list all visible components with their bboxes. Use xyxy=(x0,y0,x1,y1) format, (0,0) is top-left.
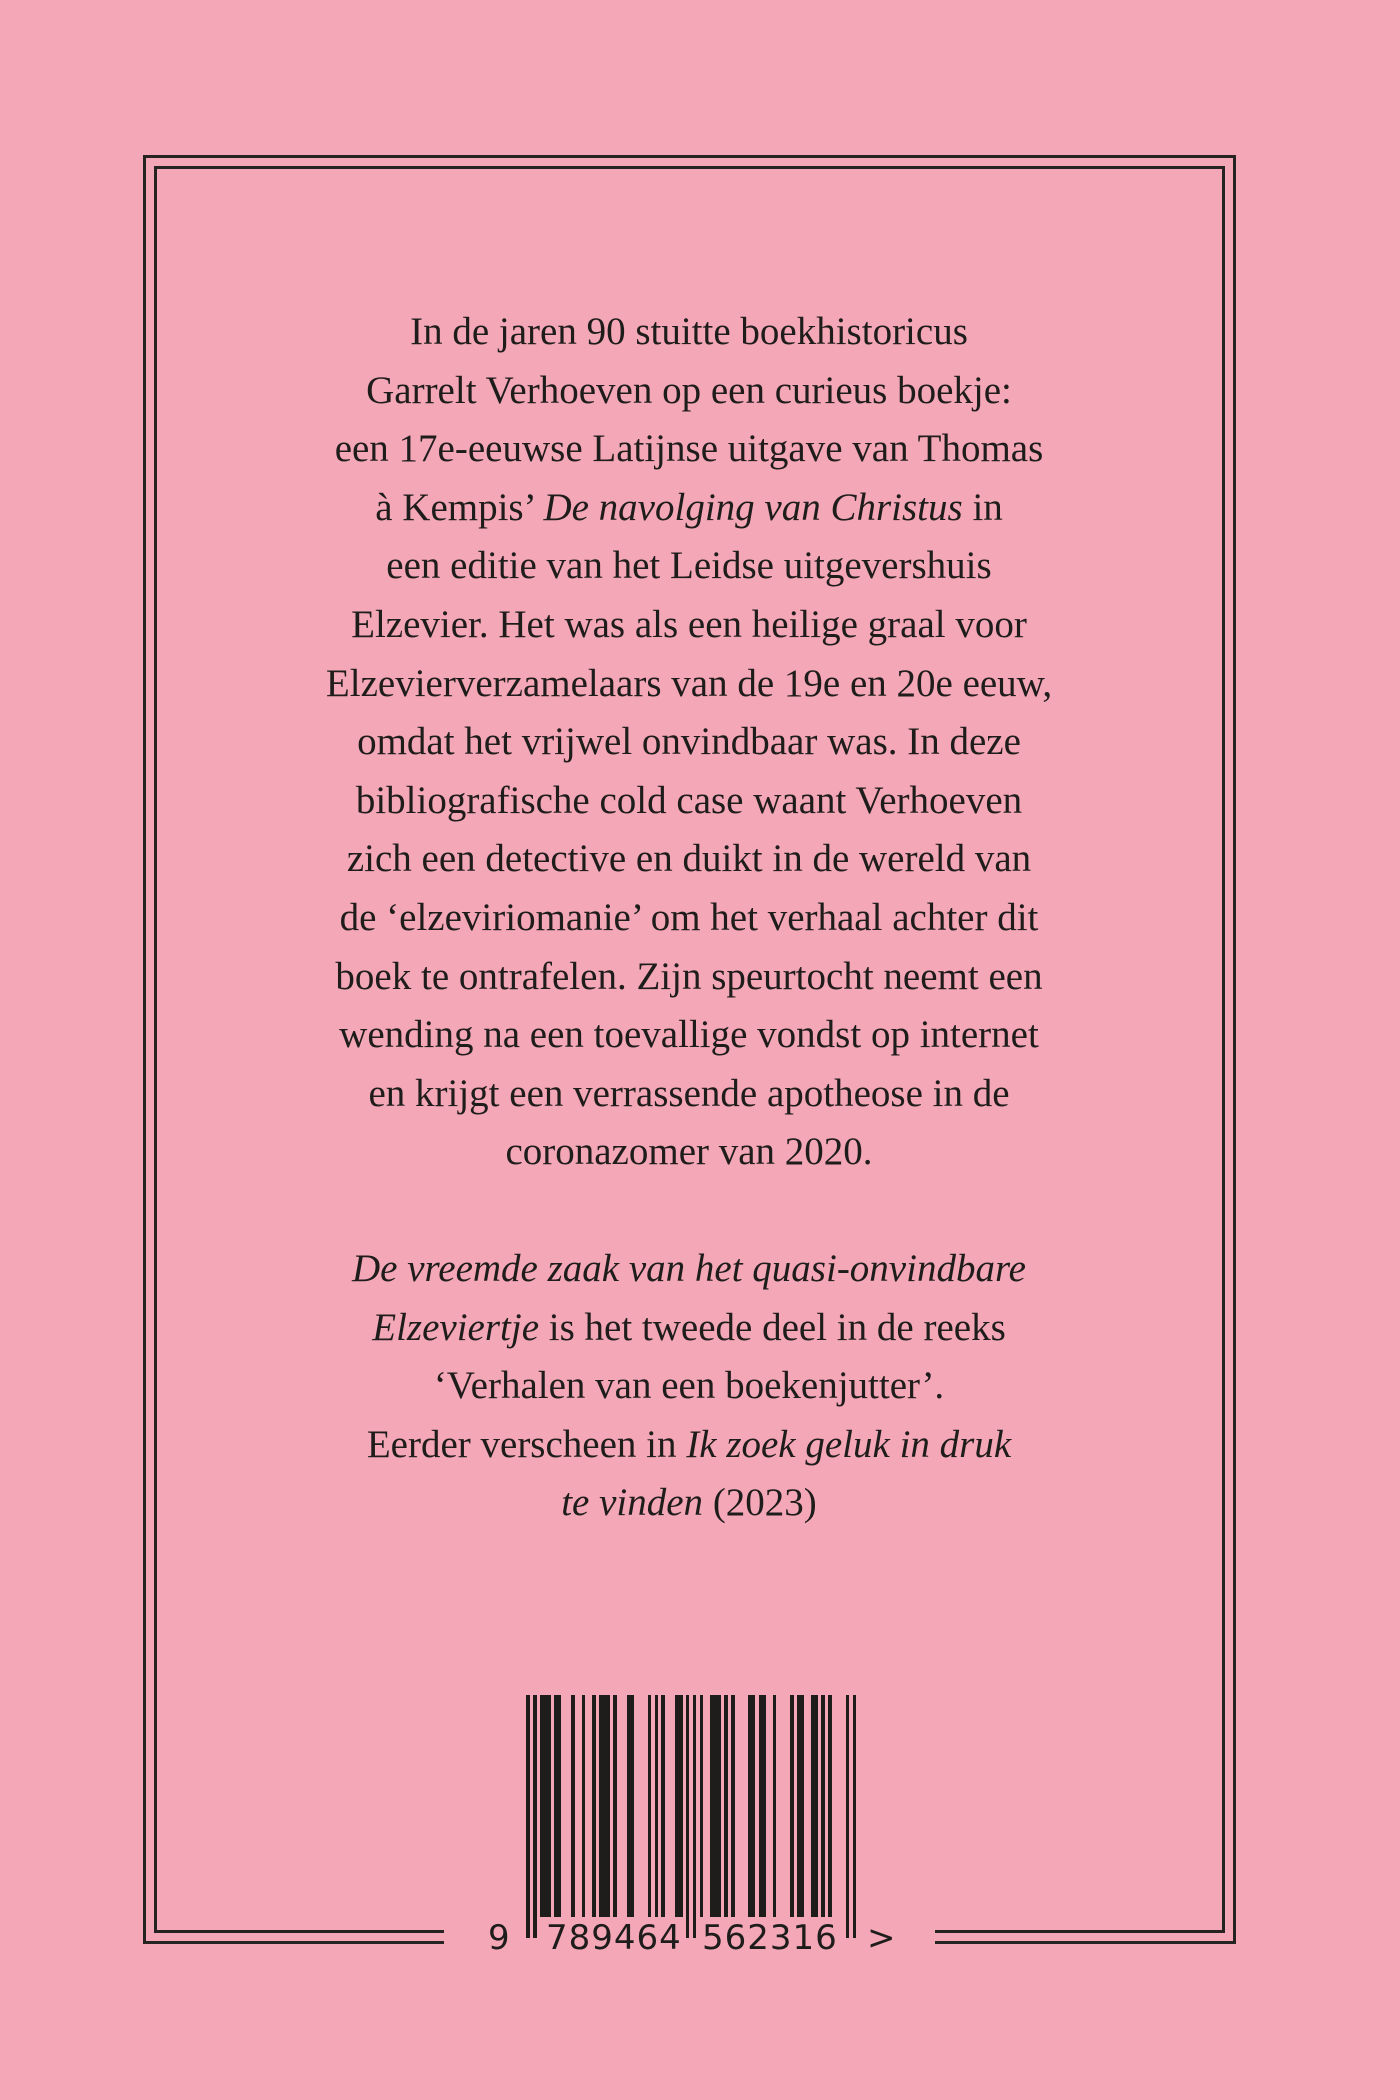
outer-frame-bottom-right xyxy=(935,1941,1236,1944)
barcode-bar xyxy=(582,1695,586,1917)
barcode-bar xyxy=(762,1695,766,1917)
barcode-bar xyxy=(630,1695,634,1917)
barcode-bar xyxy=(606,1695,610,1917)
blurb-line: en krijgt een verrassende apotheose in de xyxy=(368,1071,1010,1115)
barcode-bar xyxy=(821,1695,825,1917)
blurb-line: een editie van het Leidse uitgevershuis xyxy=(386,544,992,588)
inner-frame-bottom-right xyxy=(935,1930,1225,1933)
blurb-text: (2023) xyxy=(703,1481,817,1525)
barcode-bar xyxy=(846,1695,850,1938)
blurb-paragraph-1 xyxy=(154,303,1224,1182)
blurb-line xyxy=(154,1474,1224,1533)
blurb-line xyxy=(154,479,1224,538)
blurb-line: ‘Verhalen van een boekenjutter’. xyxy=(433,1364,945,1408)
paragraph-gap xyxy=(154,1182,1224,1240)
barcode-bar xyxy=(686,1695,690,1938)
previous-title-italic: te vinden xyxy=(561,1481,704,1525)
outer-frame-bottom-left xyxy=(143,1941,444,1944)
blurb-text: in xyxy=(962,485,1003,529)
isbn-barcode xyxy=(526,1695,856,1938)
barcode-bar xyxy=(679,1695,683,1917)
blurb-line: een 17e-eeuwse Latijnse uitgave van Thomas xyxy=(334,427,1044,471)
blurb-paragraph-2 xyxy=(154,1240,1224,1533)
blurb-line: boek te ontrafelen. Zijn speurtocht neemt een xyxy=(335,954,1043,998)
back-cover-blurb xyxy=(154,303,1224,1533)
blurb-line xyxy=(154,1416,1224,1475)
blurb-line xyxy=(154,1240,1224,1299)
barcode-bar xyxy=(752,1695,756,1917)
barcode-bar xyxy=(717,1695,721,1917)
barcode-bar xyxy=(655,1695,659,1917)
barcode-bar xyxy=(533,1695,537,1938)
isbn-prefix-digit: 9 xyxy=(488,1918,511,1958)
previous-title-italic: Ik zoek geluk in druk xyxy=(686,1422,1012,1466)
barcode-bar xyxy=(613,1695,617,1917)
isbn-right-group: 562316 xyxy=(702,1918,838,1958)
barcode-bar xyxy=(693,1695,697,1938)
blurb-line: Garrelt Verhoeven op een curieus boekje: xyxy=(366,368,1012,412)
outer-frame-top xyxy=(143,155,1236,158)
barcode-bar xyxy=(790,1695,794,1917)
barcode-bar xyxy=(731,1695,735,1917)
blurb-text: Eerder verscheen in xyxy=(366,1422,687,1466)
blurb-line: omdat het vrijwel onvindbaar was. In deze xyxy=(357,720,1021,764)
barcode-bar xyxy=(547,1695,551,1917)
barcode-bar xyxy=(571,1695,575,1917)
blurb-line: wending na een toevallige vondst op internet xyxy=(339,1013,1039,1057)
inner-frame-bottom-left xyxy=(154,1930,444,1933)
barcode-bar xyxy=(724,1695,728,1917)
blurb-line: In de jaren 90 stuitte boekhistoricus xyxy=(410,310,968,353)
barcode-bar xyxy=(814,1695,818,1917)
blurb-text: is het tweede deel in de reeks xyxy=(539,1305,1006,1349)
isbn-left-group: 789464 xyxy=(546,1918,682,1958)
barcode-bar xyxy=(592,1695,596,1917)
barcode-bar xyxy=(853,1695,857,1938)
blurb-line xyxy=(154,1299,1224,1358)
blurb-line: de ‘elzeviriomanie’ om het verhaal achter dit xyxy=(339,895,1039,939)
barcode-bar xyxy=(773,1695,777,1917)
barcode-bar xyxy=(526,1695,530,1938)
series-title-italic: De vreemde zaak van het quasi-onvindbare xyxy=(352,1246,1026,1290)
barcode-bar xyxy=(557,1695,561,1917)
barcode-bar xyxy=(661,1695,665,1917)
inner-frame-top xyxy=(154,166,1225,169)
blurb-text: à Kempis’ xyxy=(375,485,544,529)
barcode-bar xyxy=(828,1695,832,1917)
blurb-line: coronazomer van 2020. xyxy=(505,1130,873,1174)
blurb-line: bibliografische cold case waant Verhoeven xyxy=(355,778,1023,822)
barcode-bar xyxy=(700,1695,704,1917)
series-title-italic: Elzeviertje xyxy=(372,1305,540,1349)
quiet-zone-marker: > xyxy=(867,1918,897,1958)
blurb-line: Elzevier. Het was als een heilige graal voor xyxy=(351,602,1027,646)
barcode-bar xyxy=(800,1695,804,1917)
outer-frame-left xyxy=(143,155,146,1944)
barcode-bar xyxy=(648,1695,652,1917)
blurb-line: zich een detective en duikt in de wereld van xyxy=(346,837,1032,881)
blurb-line: Elzevierverzamelaars van de 19e en 20e eeuw, xyxy=(325,661,1053,705)
book-title-italic: De navolging van Christus xyxy=(543,485,963,529)
outer-frame-right xyxy=(1233,155,1236,1944)
